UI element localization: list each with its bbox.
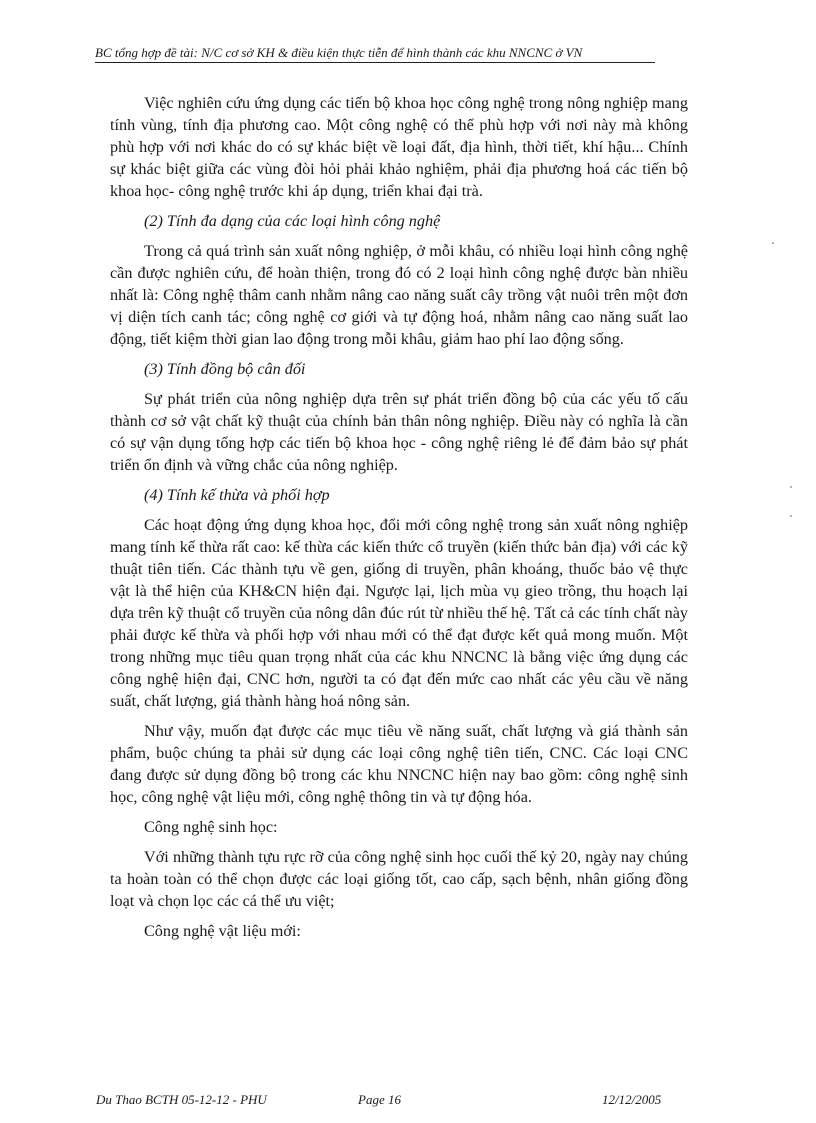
paragraph-3: Sự phát triển của nông nghiệp dựa trên sự phát triển đồng bộ của các yếu tố cấu thành cơ sở vật chất kỹ thuật của chính bản thân nông nghiệp. Điều này có nghĩa là cần có sự vận dụng tổng hợp các tiến bộ khoa học - công nghệ riêng lẻ để đảm bảo sự phát triển ổn định và vững chắc của nông nghiệp. [110, 390, 688, 474]
scan-speck [790, 486, 792, 488]
paragraph-6: Công nghệ sinh học: [144, 818, 278, 836]
paragraph-1: Việc nghiên cứu ứng dụng các tiến bộ khoa học công nghệ trong nông nghiệp mang tính vùng, tính địa phương cao. Một công nghệ có thể phù hợp với nơi này mà không phù hợp với nơi khác do có sự khác biệt về loại đất, địa hình, thời tiết, khí hậu... Chính sự khác biệt giữa các vùng đòi hỏi phải khảo nghiệm, phải địa phương hoá các tiến bộ khoa học- công nghệ trước khi áp dụng, triển khai đại trà. [110, 94, 688, 200]
footer-date: 12/12/2005 [602, 1092, 662, 1107]
page-header: BC tổng hợp đề tài: N/C cơ sở KH & điều kiện thực tiễn để hình thành các khu NNCNC ở VN [95, 45, 655, 63]
document-body [110, 92, 688, 950]
footer-draft-label: Du Thao BCTH 05-12-12 - PHU [96, 1092, 267, 1107]
footer-page-number: Page 16 [358, 1092, 401, 1107]
paragraph-2: Trong cả quá trình sản xuất nông nghiệp, ở mỗi khâu, có nhiều loại hình công nghệ cần được nghiên cứu, để hoàn thiện, trong đó có 2 loại hình công nghệ được bàn nhiều nhất là: Công nghệ thâm canh nhằm nâng cao năng suất cây trồng vật nuôi trên một đơn vị diện tích canh tác; công nghệ cơ giới và tự động hoá, nhằm nâng cao năng suất lao động, tiết kiệm thời gian lao động trong mỗi khâu, giảm hao phí lao động sống. [110, 242, 688, 348]
paragraph-4: Các hoạt động ứng dụng khoa học, đổi mới công nghệ trong sản xuất nông nghiệp mang tính kế thừa rất cao: kế thừa các kiến thức cổ truyền (kiến thức bản địa) với các kỹ thuật tiên tiến. Các thành tựu về gen, giống di truyền, phân khoáng, thuốc bảo vệ thực vật là thể hiện của KH&CN hiện đại. Ngược lại, lịch mùa vụ gieo trồng, thu hoạch lại dựa trên kỹ thuật cổ truyền của nông dân đúc rút từ nhiều thế hệ. Tất cả các tính chất này phải được kế thừa và phối hợp với nhau mới có thể đạt được kết quả mong muốn. Một trong những mục tiêu quan trọng nhất của các khu NNCNC là bằng việc ứng dụng các công nghệ hiện đại, CNC hơn, người ta có đạt đến mức cao nhất các yêu cầu về năng suất, chất lượng, giá thành hàng hoá nông sản. [110, 516, 688, 710]
section-heading-4: (4) Tính kế thừa và phối hợp [144, 486, 330, 504]
section-heading-3: (3) Tính đồng bộ cân đối [144, 360, 306, 378]
paragraph-7: Với những thành tựu rực rỡ của công nghệ sinh học cuối thế kỷ 20, ngày nay chúng ta hoàn toàn có thể chọn được các loại giống tốt, cao cấp, sạch bệnh, nhân giống đồng loạt và chọn lọc các cá thể ưu việt; [110, 848, 688, 910]
paragraph-8: Công nghệ vật liệu mới: [144, 922, 301, 940]
section-heading-2: (2) Tính đa dạng của các loại hình công nghệ [144, 212, 441, 230]
paragraph-5: Như vậy, muốn đạt được các mục tiêu về năng suất, chất lượng và giá thành sản phẩm, buộc chúng ta phải sử dụng các loại công nghệ tiên tiến, CNC. Các loại CNC đang được sử dụng đồng bộ trong các khu NNCNC hiện nay bao gồm: công nghệ sinh học, công nghệ vật liệu mới, công nghệ thông tin và tự động hóa. [110, 722, 688, 806]
scan-speck [790, 515, 792, 517]
scan-speck [772, 242, 774, 244]
